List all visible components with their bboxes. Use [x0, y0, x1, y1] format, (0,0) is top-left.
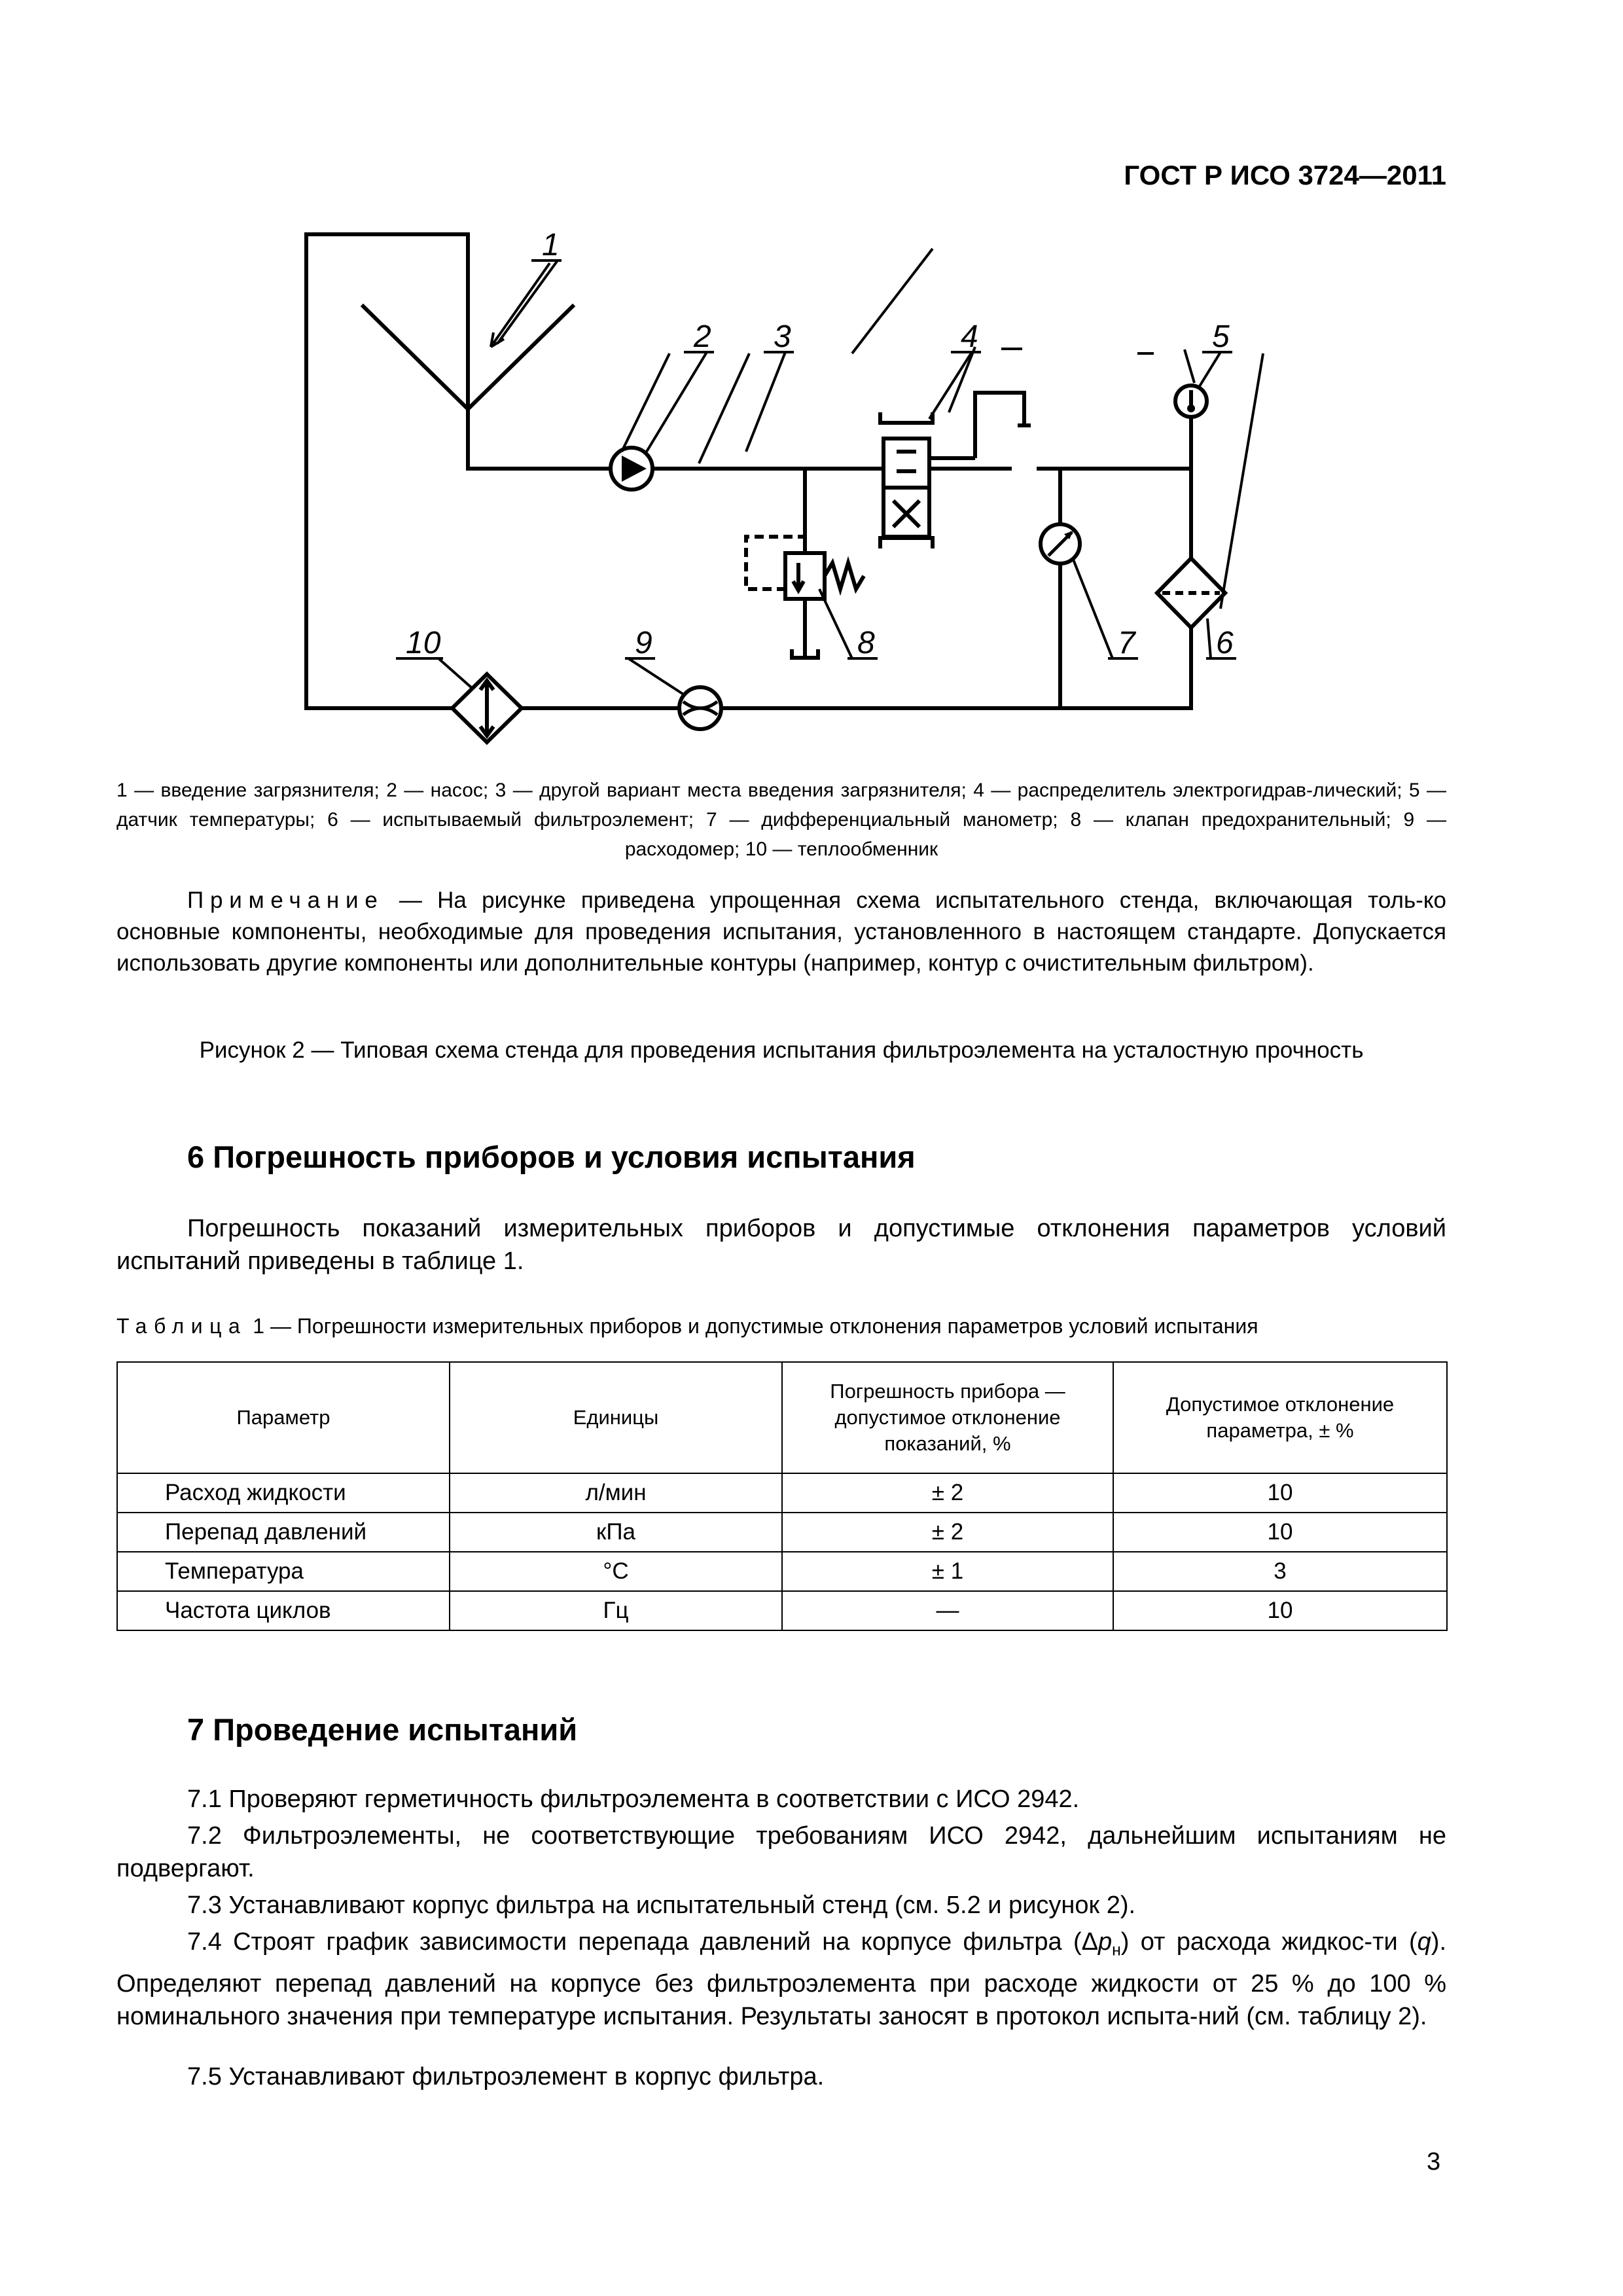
table-cell: Гц: [450, 1591, 782, 1630]
table-cell: 3: [1113, 1552, 1447, 1591]
note-label: Примечание: [187, 888, 384, 913]
heat-exchanger-symbol: [452, 674, 522, 742]
callout-7: 7: [1118, 626, 1135, 660]
clause-7-2: 7.2 Фильтроэлементы, не соответствующие требованиям ИСО 2942, дальнейшим испытаниям не подвергают.: [116, 1822, 1446, 1882]
table-1: [116, 1361, 1448, 1631]
callout-10: 10: [406, 626, 441, 660]
figure-legend: 1 — введение загрязнителя; 2 — насос; 3 — другой вариант места введения загрязнителя; 4 — распределитель электрогидрав-лический; 5 — датчик температуры; 6 — испытываемый фильтроэлемент; 7 — дифференциальный манометр; 8 — клапан предохранительный; 9 — расходомер; 10 — теплообменник: [116, 780, 1446, 860]
callout-1: 1: [542, 228, 560, 262]
table-cell: ± 2: [782, 1473, 1113, 1513]
table-cell: кПа: [450, 1513, 782, 1552]
clause-7-5: 7.5 Устанавливают фильтроэлемент в корпус фильтра.: [187, 2063, 825, 2090]
figure-caption: Рисунок 2 — Типовая схема стенда для проведения испытания фильтроэлемента на усталостную прочность: [199, 1037, 1364, 1063]
differential-manometer-symbol: [1041, 524, 1080, 564]
callout-6: 6: [1216, 626, 1234, 660]
section-6-paragraph: Погрешность показаний измерительных приборов и допустимые отклонения параметров условий испытаний приведены в таблице 1.: [116, 1215, 1446, 1275]
table-cell: °С: [450, 1552, 782, 1591]
header-allowed-deviation: Допустимое отклонение параметра, ± %: [1113, 1362, 1447, 1473]
test-filter-symbol: [1157, 558, 1225, 628]
table-cell: Расход жидкости: [117, 1473, 450, 1513]
table-row: [117, 1591, 1447, 1630]
header-units: Единицы: [450, 1362, 782, 1473]
section-6-heading: 6 Погрешность приборов и условия испытания: [187, 1139, 916, 1174]
table-cell: ± 2: [782, 1513, 1113, 1552]
table-cell: Перепад давлений: [117, 1513, 450, 1552]
header-instrument-error: Погрешность прибора — допустимое отклонение показаний, %: [782, 1362, 1113, 1473]
table-cell: 10: [1113, 1473, 1447, 1513]
standard-designation: ГОСТ Р ИСО 3724—2011: [1124, 160, 1446, 190]
clause-7-4-part-b: ) от расхода жидкос-ти (: [1120, 1928, 1418, 1956]
table-cell: л/мин: [450, 1473, 782, 1513]
table-row: [117, 1513, 1447, 1552]
flowmeter-symbol: [679, 687, 721, 729]
temperature-sensor-symbol: [1175, 386, 1207, 417]
table-row: [117, 1473, 1447, 1513]
table-header-row: [117, 1362, 1447, 1473]
clause-7-4-part-c: ). Определяют перепад давлений на корпусе без фильтроэлемента при расходе жидкости от 25 % до 100 % номинального значения при температуре испытания. Результаты заносят в протокол испыта-ний (см. таблицу 2).: [116, 1928, 1447, 2030]
clause-7-4-part-a: 7.4 Строят график зависимости перепада давлений на корпусе фильтра (Δ: [187, 1928, 1099, 1956]
callout-3: 3: [774, 319, 791, 354]
figure-note: [116, 885, 1446, 979]
callout-2: 2: [694, 319, 711, 354]
section-7-heading: 7 Проведение испытаний: [187, 1712, 578, 1747]
table-label: Таблица: [116, 1314, 247, 1338]
table-cell: —: [782, 1591, 1113, 1630]
table-cell: ± 1: [782, 1552, 1113, 1591]
pump-symbol: [611, 448, 652, 490]
callout-8: 8: [857, 626, 875, 660]
callout-5: 5: [1212, 319, 1230, 354]
table-row: [117, 1552, 1447, 1591]
table-caption-text: 1 — Погрешности измерительных приборов и допустимые отклонения параметров условий испытания: [247, 1314, 1258, 1338]
table-1-caption: [116, 1314, 1452, 1338]
symbol-sub-n: н: [1112, 1941, 1121, 1960]
clause-7-1: 7.1 Проверяют герметичность фильтроэлемента в соответствии с ИСО 2942.: [187, 1785, 1080, 1813]
relief-valve-symbol: [746, 537, 864, 599]
table-cell: 10: [1113, 1591, 1447, 1630]
page-number: 3: [1427, 2148, 1441, 2176]
header-parameter: Параметр: [117, 1362, 450, 1473]
table-cell: Температура: [117, 1552, 450, 1591]
table-cell: 10: [1113, 1513, 1447, 1552]
table-cell: Частота циклов: [117, 1591, 450, 1630]
note-text: — На рисунке приведена упрощенная схема испытательного стенда, включающая толь-ко основные компоненты, необходимые для проведения испытания, установленного в настоящем стандарте. Допускается использовать другие компоненты или дополнительные контуры (например, контур с очистительным фильтром).: [116, 888, 1446, 976]
callout-9: 9: [635, 626, 652, 660]
test-bench-diagram: [288, 223, 1296, 746]
clause-7-3: 7.3 Устанавливают корпус фильтра на испытательный стенд (см. 5.2 и рисунок 2).: [187, 1892, 1136, 1919]
symbol-q: q: [1417, 1928, 1431, 1956]
clause-7-4: [116, 1926, 1446, 2033]
symbol-p: p: [1098, 1928, 1113, 1956]
callout-4: 4: [961, 319, 978, 354]
